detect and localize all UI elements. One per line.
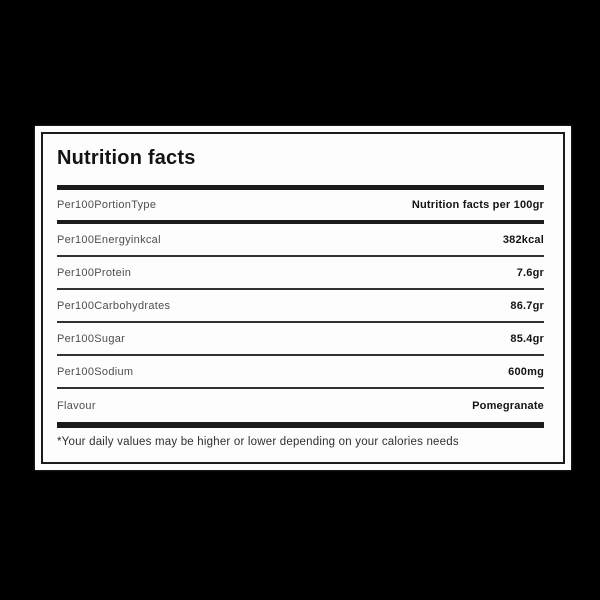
table-row-sodium [57, 356, 544, 389]
row-label: Per100Sugar [57, 332, 126, 345]
row-value: 600mg [508, 365, 544, 378]
row-label: Per100Protein [57, 266, 132, 279]
nutrition-facts-card [35, 126, 571, 470]
row-label: Per100Energyinkcal [57, 233, 161, 246]
row-value: Nutrition facts per 100gr [411, 199, 544, 211]
card-title: Nutrition facts [57, 147, 196, 169]
table-row-energy [57, 224, 544, 257]
daily-values-footnote: *Your daily values may be higher or lower depending on your calories needs [57, 436, 459, 448]
table-row-carbohydrates [57, 290, 544, 323]
row-value: 382kcal [502, 233, 544, 246]
divider-heavy-bottom [57, 422, 544, 428]
row-label: Per100Sodium [57, 365, 134, 378]
table-row-sugar [57, 323, 544, 356]
nutrition-facts-card-border [41, 132, 565, 464]
table-row-protein [57, 257, 544, 290]
row-label: Flavour [57, 399, 96, 412]
row-value: Pomegranate [472, 399, 544, 412]
row-value: 86.7gr [510, 299, 544, 312]
table-row-portion-type [57, 190, 544, 220]
row-value: 7.6gr [516, 266, 544, 279]
row-label: Per100Carbohydrates [57, 299, 171, 312]
row-label: Per100PortionType [57, 199, 157, 211]
row-value: 85.4gr [510, 332, 544, 345]
table-row-flavour [57, 389, 544, 422]
